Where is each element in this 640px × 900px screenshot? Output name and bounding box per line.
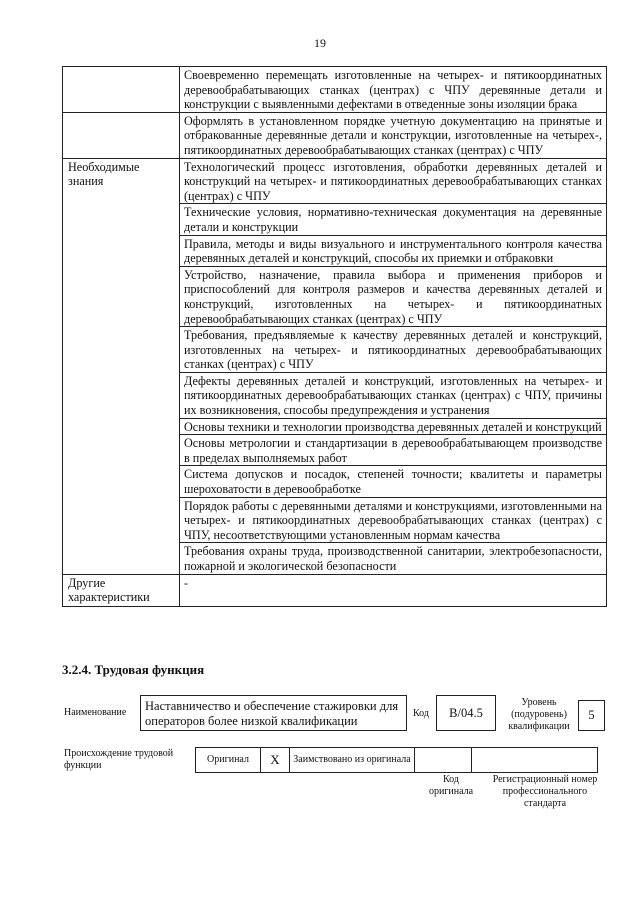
knowledge-label: Необходимые знания (63, 158, 180, 574)
code-original-label: Код оригинала (428, 774, 474, 797)
knowledge-item: Технические условия, нормативно-техническая документация на деревянные детали и конструкции (180, 204, 607, 235)
table-row (63, 67, 607, 113)
knowledge-item: Порядок работы с деревянными деталями и конструкциями, изготовленными на четырех- и пятикоординатных деревообрабатывающих станках (центрах) с ЧПУ, несоответствующими установленным нормам качества (180, 497, 607, 543)
qualification-level-label: Уровень (подуровень) квалификации (508, 697, 570, 732)
qualification-level-field: 5 (578, 700, 605, 731)
knowledge-item: Технологический процесс изготовления, обработки деревянных деталей и конструкций на четырех- и пятикоординатных деревообрабатывающих станках (центрах) с ЧПУ (180, 158, 607, 204)
action-item: Своевременно перемещать изготовленные на четырех- и пятикоординатных деревообрабатывающих станках (центрах) с ЧПУ деревянные детали и конструкции с выявленными дефектами в отведенные зоны изоляции брака (180, 67, 607, 113)
function-name-field: Наставничество и обеспечение стажировки для операторов более низкой квалификации (140, 695, 407, 731)
action-item: Оформлять в установленном порядке учетную документацию на принятые и отбракованные деревянные детали и конструкции, изготовленные на четырех-, пятикоординатных деревообрабатывающих станках (центрах) с ЧПУ (180, 112, 607, 158)
empty-label-cell (63, 112, 180, 158)
reg-number-cell (472, 748, 598, 773)
other-characteristics-label: Другие характеристики (63, 574, 180, 606)
origin-label: Происхождение трудовой функции (64, 748, 174, 771)
name-label: Наименование (64, 707, 127, 718)
code-original-cell (415, 748, 472, 773)
knowledge-item: Требования охраны труда, производственной санитарии, электробезопасности, пожарной и экологической безопасности (180, 543, 607, 574)
code-label: Код (413, 708, 429, 719)
table-row (63, 574, 607, 606)
section-heading: 3.2.4. Трудовая функция (62, 662, 205, 677)
knowledge-item: Требования, предъявляемые к качеству деревянных деталей и конструкций, изготовленных на четырех- и пятикоординатных деревообрабатывающих станках (центрах) с ЧПУ (180, 327, 607, 373)
knowledge-item: Основы техники и технологии производства деревянных деталей и конструкций (180, 418, 607, 435)
page-number: 19 (314, 36, 326, 50)
borrowed-label: Заимствовано из оригинала (290, 748, 415, 773)
reg-number-label: Регистрационный номер профессионального стандарта (492, 774, 598, 809)
original-mark: X (261, 748, 290, 773)
origin-table (195, 747, 598, 773)
table-row (63, 112, 607, 158)
knowledge-item: Система допусков и посадок, степеней точности; квалитеты и параметры шероховатости в деревообработке (180, 466, 607, 497)
knowledge-item: Правила, методы и виды визуального и инструментального контроля качества деревянных деталей и конструкций, способы их приемки и отбраковки (180, 235, 607, 266)
knowledge-table (62, 66, 607, 607)
knowledge-item: Дефекты деревянных деталей и конструкций, изготовленных на четырех- и пятикоординатных деревообрабатывающих станках (центрах) с ЧПУ, причины их возникновения, способы предупреждения и устранения (180, 372, 607, 418)
empty-label-cell (63, 67, 180, 113)
table-row (63, 158, 607, 204)
knowledge-item: Устройство, назначение, правила выбора и применения приборов и приспособлений для контроля размеров и качества деревянных деталей и конструкций, изготовленных на четырех- и пятикоординатных деревообрабатывающих станках (центрах) с ЧПУ (180, 266, 607, 326)
other-characteristics-value: - (180, 574, 607, 606)
function-code-field: B/04.5 (436, 695, 496, 731)
knowledge-item: Основы метрологии и стандартизации в деревообрабатывающем производстве в пределах выполняемых работ (180, 435, 607, 466)
original-label: Оригинал (196, 748, 261, 773)
